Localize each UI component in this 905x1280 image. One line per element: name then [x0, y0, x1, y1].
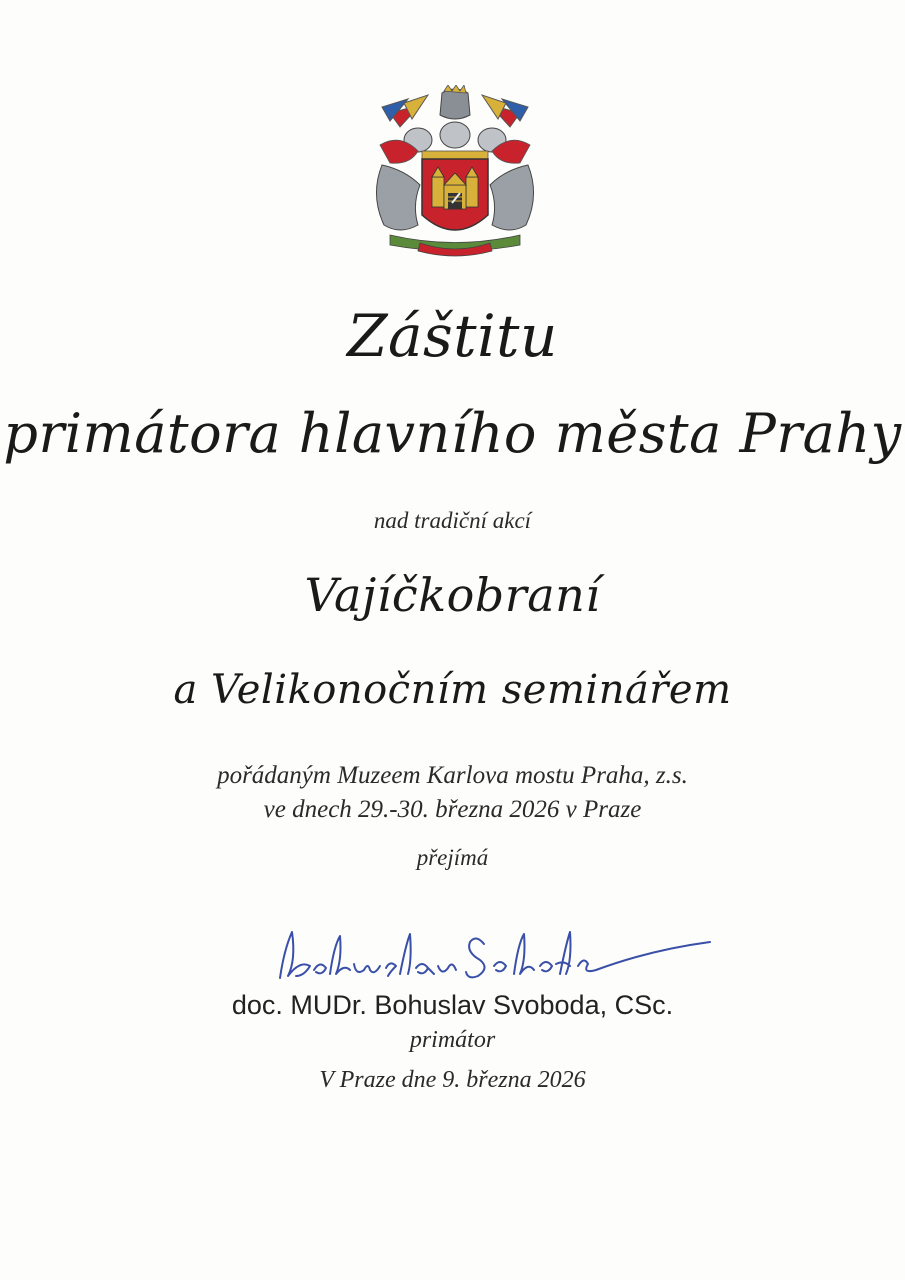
heading: Záštitu	[347, 302, 558, 370]
event-name: Vajíčkobraní	[304, 568, 601, 622]
verb-text: přejímá	[416, 845, 489, 870]
handwritten-signature-icon	[270, 920, 720, 990]
intro-text: nad tradiční akcí	[373, 508, 532, 533]
dates-line: ve dnech 29.-30. března 2026 v Praze	[263, 796, 642, 823]
signatory-role: primátor	[409, 1027, 496, 1053]
prague-coat-of-arms-icon	[360, 85, 550, 260]
organizer-line: pořádaným Muzeem Karlova mostu Praha, z.s.	[217, 762, 688, 789]
event-name-line-2: a Velikonočním seminářem	[173, 667, 732, 713]
heading-line-2: primátora hlavního města Prahy	[3, 402, 902, 465]
signatory-name: doc. MUDr. Bohuslav Svoboda, CSc.	[231, 990, 674, 1020]
place-and-date: V Praze dne 9. března 2026	[319, 1067, 586, 1093]
